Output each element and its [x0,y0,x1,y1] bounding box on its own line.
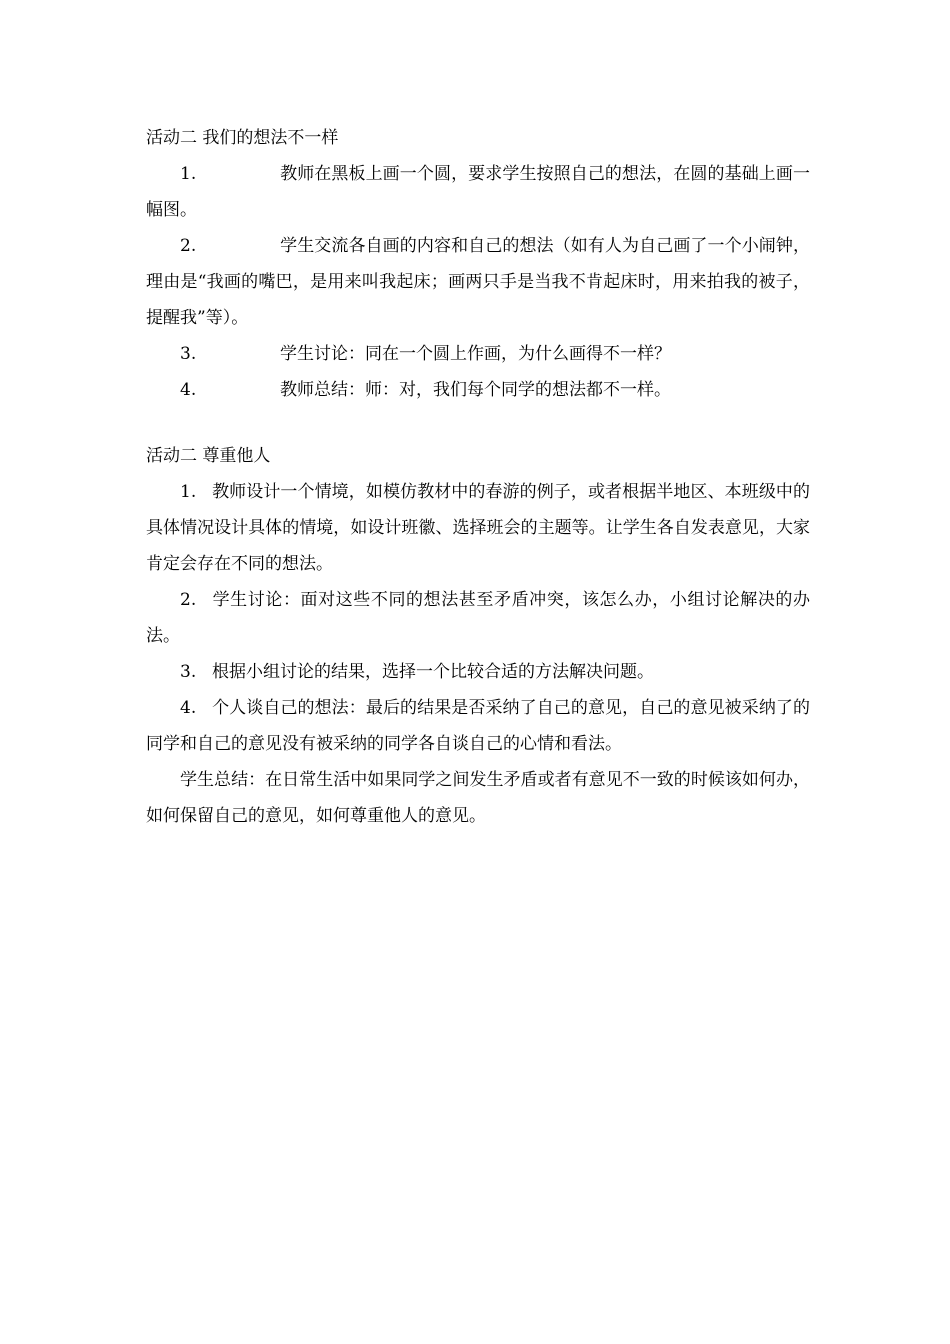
item-number: 1. [180,164,197,184]
section-respect-others [146,438,810,834]
item-text: 教师设计一个情境，如模仿教材中的春游的例子，或者根据半地区、本班级中的具体情况设计具体的情境，如设计班徽、选择班会的主题等。让学生各自发表意见，大家肯定会存在不同的想法。 [146,482,810,574]
list-item [146,336,810,372]
section-we-think-differently [146,120,810,408]
item-text: 学生讨论：同在一个圆上作画，为什么画得不一样？ [280,344,671,364]
item-text: 学生讨论：面对这些不同的想法甚至矛盾冲突，该怎么办，小组讨论解决的办法。 [146,590,810,646]
item-text: 根据小组讨论的结果，选择一个比较合适的方法解决问题。 [212,662,654,682]
item-text: 教师在黑板上画一个圆，要求学生按照自己的想法，在圆的基础上画一幅图。 [146,164,810,220]
list-item [146,690,810,762]
item-number: 3. [180,662,197,682]
item-number: 4. [180,380,197,400]
item-number: 4. [180,698,197,718]
document-page [146,120,810,834]
list-item [146,156,810,228]
item-text: 教师总结：师：对，我们每个同学的想法都不一样。 [280,380,671,400]
section-title: 活动二 我们的想法不一样 [146,128,339,148]
list-item [146,582,810,654]
list-item [146,474,810,582]
list-item [146,228,810,336]
item-number: 1. [180,482,197,502]
item-number: 3. [180,344,197,364]
section-title: 活动二 尊重他人 [146,446,271,466]
item-number: 2. [180,590,197,610]
list-item [146,372,810,408]
item-number: 2. [180,236,197,256]
item-text: 学生交流各自画的内容和自己的想法（如有人为自己画了一个小闹钟，理由是“我画的嘴巴，是用来叫我起床；画两只手是当我不肯起床时，用来拍我的被子，提醒我”等）。 [146,236,810,328]
list-item [146,654,810,690]
student-summary: 学生总结：在日常生活中如果同学之间发生矛盾或者有意见不一致的时候该如何办，如何保留自己的意见，如何尊重他人的意见。 [146,770,810,826]
item-text: 个人谈自己的想法：最后的结果是否采纳了自己的意见，自己的意见被采纳了的同学和自己的意见没有被采纳的同学各自谈自己的心情和看法。 [146,698,810,754]
